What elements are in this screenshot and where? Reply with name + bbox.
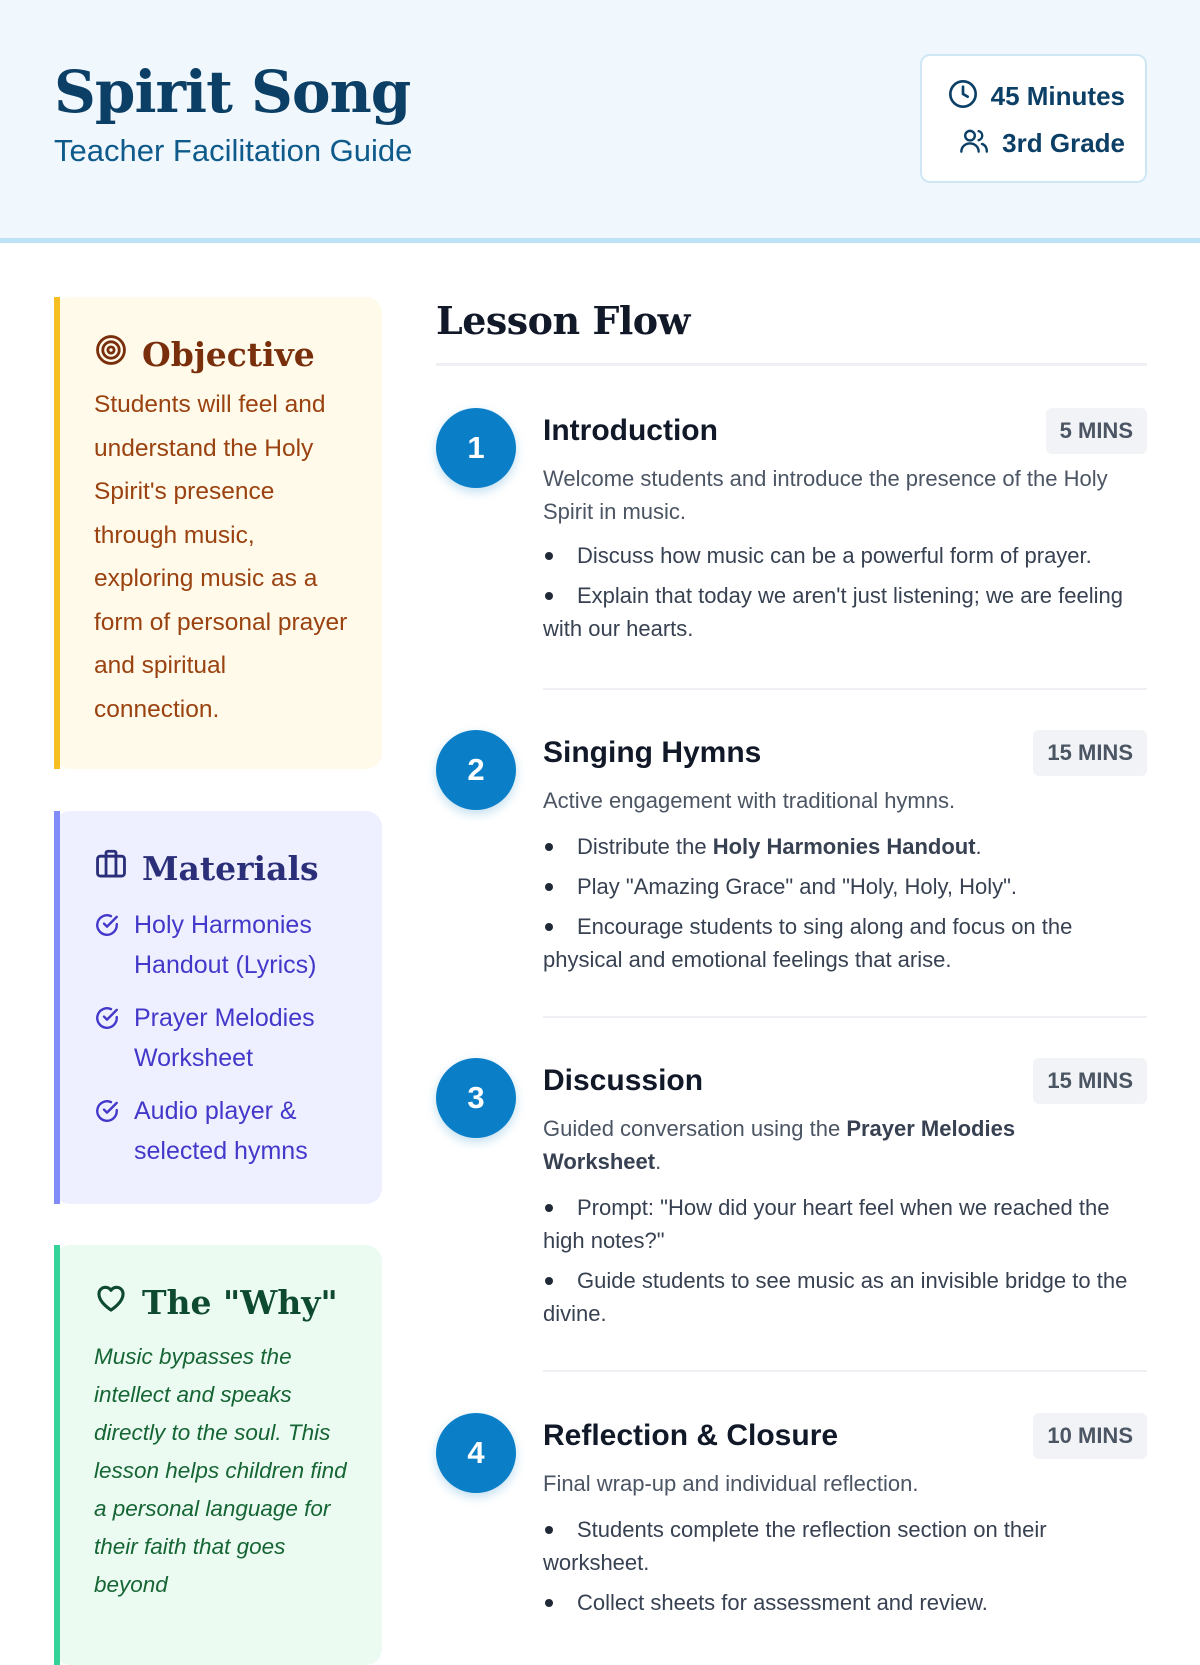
- handout-name: Holy Harmonies Handout: [712, 834, 976, 859]
- bullet-text: Students complete the reflection section on their worksheet.: [543, 1517, 1047, 1575]
- step-number-badge: 4: [436, 1413, 516, 1493]
- step-number-badge: 2: [436, 730, 516, 810]
- lesson-meta-box: [920, 54, 1147, 183]
- page-title: Spirit Song: [54, 58, 411, 126]
- materials-list: [94, 905, 364, 1184]
- duration-text: 45 Minutes: [990, 80, 1125, 111]
- step-description: [543, 1112, 1133, 1178]
- bullet-text: Collect sheets for assessment and review.: [577, 1590, 988, 1615]
- page-subtitle: Teacher Facilitation Guide: [54, 133, 413, 168]
- step-duration-badge: 15 MINS: [1033, 730, 1147, 776]
- step-title: Reflection & Closure: [543, 1419, 839, 1452]
- grade-row: [958, 125, 1125, 161]
- bullet-dot: [545, 1599, 553, 1607]
- bullet-text: Distribute the: [577, 834, 713, 859]
- lesson-step-1: [436, 408, 1147, 688]
- worksheet-name: Prayer Melodies Worksheet: [543, 1116, 1016, 1174]
- materials-accent-bar: [54, 811, 60, 1204]
- lesson-step-3: [436, 1058, 1147, 1378]
- step-title: Discussion: [543, 1064, 704, 1097]
- objective-heading: [94, 333, 315, 375]
- page-header: [0, 0, 1200, 243]
- why-text: Music bypasses the intellect and speaks directly to the soul. This lesson helps children find a personal language for their faith that goes beyond: [94, 1344, 347, 1597]
- bullet-item: [543, 910, 1147, 976]
- grade-text: 3rd Grade: [1002, 127, 1125, 158]
- bullet-item: [543, 830, 1147, 863]
- bullet-text-end: .: [975, 834, 982, 859]
- step-bullets: [543, 830, 1147, 983]
- step-divider: [543, 1016, 1147, 1018]
- bullet-text: Discuss how music can be a powerful form of prayer.: [577, 543, 1092, 568]
- bullet-text: Guide students to see music as an invisible bridge to the divine.: [543, 1268, 1128, 1326]
- check-circle-icon: [94, 1091, 120, 1171]
- step-bullets: [543, 1513, 1147, 1626]
- check-circle-icon: [94, 998, 120, 1078]
- bullet-dot: [545, 883, 553, 891]
- step-description: Final wrap-up and individual reflection.: [543, 1471, 919, 1496]
- step-title: Introduction: [543, 414, 718, 447]
- materials-item: [94, 1091, 364, 1171]
- heart-icon: [94, 1281, 128, 1323]
- step-bullets: [543, 1191, 1147, 1337]
- bullet-dot: [545, 1204, 553, 1212]
- users-icon: [958, 125, 990, 161]
- bullet-dot: [545, 592, 553, 600]
- lesson-flow-title: Lesson Flow: [436, 298, 690, 343]
- step-divider: [543, 688, 1147, 690]
- step-bullets: [543, 539, 1147, 652]
- duration-row: [947, 78, 1125, 114]
- why-title: The "Why": [142, 1282, 338, 1322]
- step-number-badge: 1: [436, 408, 516, 488]
- bullet-item: [543, 1513, 1147, 1579]
- desc-text-end: .: [655, 1149, 662, 1174]
- materials-card: [54, 811, 382, 1204]
- bullet-item: [543, 1191, 1147, 1257]
- lesson-flow-divider: [436, 363, 1147, 366]
- why-heading: [94, 1281, 338, 1323]
- clock-icon: [947, 78, 979, 114]
- bullet-text: Explain that today we aren't just listening; we are feeling with our hearts.: [543, 583, 1123, 641]
- bullet-dot: [545, 1526, 553, 1534]
- bullet-item: [543, 1586, 1147, 1619]
- materials-item: [94, 998, 364, 1078]
- bullet-text: Prompt: "How did your heart feel when we reached the high notes?": [543, 1195, 1110, 1253]
- materials-item-label: Prayer Melodies Worksheet: [134, 1004, 315, 1072]
- objective-text: Students will feel and understand the Holy Spirit's presence through music, exploring music as a form of personal prayer and spiritual connection.: [94, 391, 348, 723]
- materials-title: Materials: [142, 848, 319, 888]
- why-card: [54, 1245, 382, 1665]
- step-divider: [543, 1370, 1147, 1372]
- bullet-item: [543, 1264, 1147, 1330]
- objective-accent-bar: [54, 297, 60, 769]
- step-description: Active engagement with traditional hymns.: [543, 788, 956, 813]
- materials-item: [94, 905, 364, 985]
- objective-card: [54, 297, 382, 769]
- materials-item-label: Holy Harmonies Handout (Lyrics): [134, 911, 317, 979]
- bullet-item: [543, 539, 1147, 572]
- bullet-text: Encourage students to sing along and focus on the physical and emotional feelings that arise.: [543, 914, 1073, 972]
- materials-heading: [94, 847, 319, 889]
- bullet-dot: [545, 1277, 553, 1285]
- bullet-dot: [545, 552, 553, 560]
- bullet-text: Play "Amazing Grace" and "Holy, Holy, Holy".: [577, 874, 1018, 899]
- check-circle-icon: [94, 905, 120, 985]
- step-title: Singing Hymns: [543, 736, 762, 769]
- step-number-badge: 3: [436, 1058, 516, 1138]
- step-duration-badge: 15 MINS: [1033, 1058, 1147, 1104]
- objective-title: Objective: [142, 334, 315, 374]
- lesson-step-2: [436, 730, 1147, 1020]
- why-accent-bar: [54, 1245, 60, 1665]
- bullet-dot: [545, 923, 553, 931]
- materials-item-label: Audio player & selected hymns: [134, 1097, 308, 1165]
- lesson-step-4: [436, 1413, 1147, 1615]
- bullet-dot: [545, 843, 553, 851]
- bullet-item: [543, 579, 1147, 645]
- step-description: Welcome students and introduce the presence of the Holy Spirit in music.: [543, 466, 1108, 524]
- desc-text: Guided conversation using the: [543, 1116, 847, 1141]
- bullet-item: [543, 870, 1147, 903]
- step-duration-badge: 5 MINS: [1046, 408, 1147, 454]
- step-duration-badge: 10 MINS: [1033, 1413, 1147, 1459]
- briefcase-icon: [94, 847, 128, 889]
- target-icon: [94, 333, 128, 375]
